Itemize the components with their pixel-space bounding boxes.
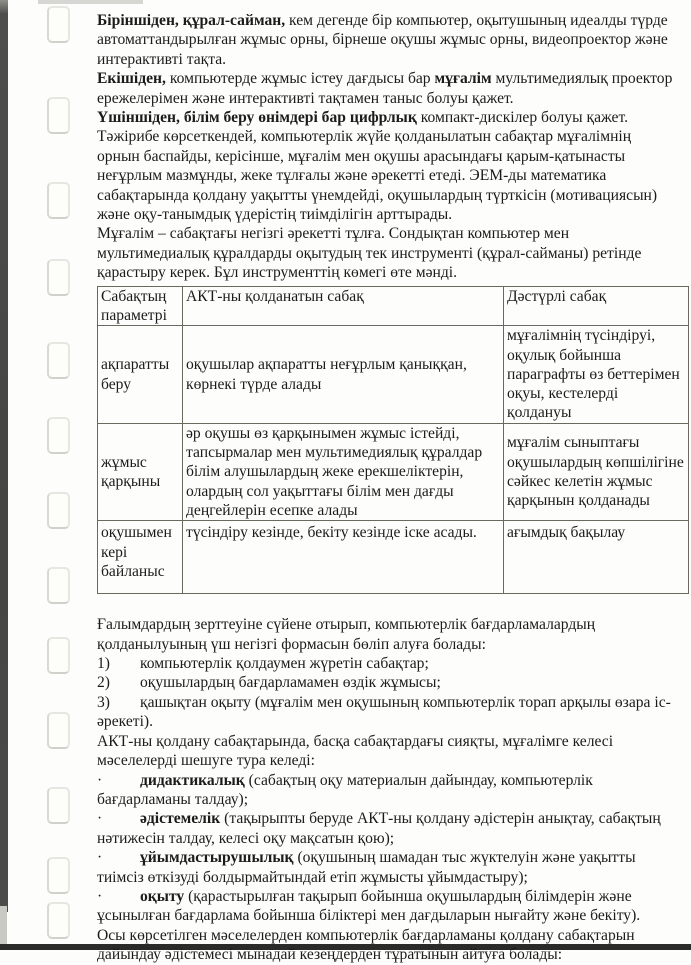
text-run: компьютерде жұмыс істеу дағдысы бар xyxy=(165,70,435,88)
paragraph xyxy=(97,926,677,965)
bold-text: дидактикалық xyxy=(140,771,245,789)
list-item xyxy=(97,887,677,926)
text-run: (тақырыпты беруде АКТ-ны қолдану әдістерін анықтау, сабақтың нәтижесін талдау, келесі оқу мақсатын қою); xyxy=(97,810,661,847)
table-row xyxy=(98,326,689,423)
table-header-cell: АКТ-ны қолданатын сабақ xyxy=(183,286,504,326)
margin-mark xyxy=(47,787,70,824)
list-item xyxy=(97,693,677,732)
list-item xyxy=(97,809,677,848)
margin-mark xyxy=(47,492,70,529)
list-marker: 3) xyxy=(97,693,110,711)
list-marker: · xyxy=(97,810,103,828)
table-cell: мұғалім сыныптағы оқушылардың көпшілігіне сәйкес келетін жұмыс қарқынын қолданады xyxy=(504,423,689,520)
paragraph-block-bottom xyxy=(97,615,677,964)
text-run: Ғалымдардың зерттеуіне сүйене отырып, компьютерлік бағдарламалардың қолданылуының үш негізгі формасын бөліп алуға болады: xyxy=(97,616,596,653)
table-cell: жұмыс қарқыны xyxy=(98,423,183,520)
text-run: оқушылардың бағдарламамен өздік жұмысы; xyxy=(140,674,441,692)
text-run: Мұғалім – сабақтағы негізгі әрекетті тұлға. Сондықтан компьютер мен мультимедиалық құралдарды оқытудың тек инструменті (құрал-сайманы) ретінде қарастыру керек. Бұл инструменттің көмегі өте мәнді. xyxy=(97,225,642,282)
list-item xyxy=(97,654,677,673)
bold-text: оқыту xyxy=(140,887,185,905)
table-header-cell: Дәстүрлі сабақ xyxy=(504,286,689,326)
list-item xyxy=(97,673,677,692)
bold-text: ұйымдастырушылық xyxy=(140,849,294,867)
text-run: мультимедиялық проектор ережелерімен және интерактивті тақтамен таныс болуы қажет. xyxy=(97,70,673,107)
text-run: АКТ-ны қолдану сабақтарында, басқа сабақтардағы сияқты, мұғалімге келесі мәселелерді шешуге тура келеді: xyxy=(97,732,614,770)
margin-mark xyxy=(47,6,70,43)
margin-mark xyxy=(47,342,70,379)
table-cell: ағымдық бақылау xyxy=(504,521,689,594)
comparison-table xyxy=(97,286,689,595)
bold-text: мұғалім xyxy=(434,70,492,88)
text-run: Осы көрсетілген мәселелерден компьютерлік бағдарламаны қолдану сабақтарын дайындау әдістемесі мынадай кезеңдерден тұратынын айтуға болады: xyxy=(97,926,635,964)
paragraph xyxy=(97,615,677,654)
margin-mark xyxy=(47,182,70,219)
text-run: Тәжірибе көрсеткендей, компьютерлік жүйе қолданылатын сабақтар мұғалімнің орнын баспайды, керісінше, мұғалім мен оқушы арасындағы қарым-қатынасты неғұрлым мазмұнды, жеке тұлғалы және әрекетті етеді. ЭЕМ-ды математика сабақтарында қолдану уақытты үнемдейді, оқушылардың түрткісін (мотивациясын) және оқу-танымдық үдерістің тиімділігін арттырады. xyxy=(97,128,658,224)
list-marker: 1) xyxy=(97,655,110,673)
list-item xyxy=(97,848,677,887)
scan-top-shadow xyxy=(38,0,143,4)
scan-edge-left xyxy=(0,0,8,912)
paragraph xyxy=(97,108,677,127)
text-run: қашықтан оқыту (мұғалім мен оқушының компьютерлік торап арқылы өзара іс-әрекеті). xyxy=(97,693,671,731)
table-cell: оқушылар ақпаратты неғұрлым қаныққан, көрнекі түрде алады xyxy=(183,326,504,423)
list-marker: 2) xyxy=(97,674,110,692)
list-marker: · xyxy=(97,887,103,905)
margin-mark xyxy=(47,417,70,454)
document-content xyxy=(97,11,684,965)
paragraph xyxy=(97,127,677,224)
table-cell: әр оқушы өз қарқынымен жұмыс істейді, тапсырмалар мен мультимедиялық құралдар білім алушылардың жеке ерекшеліктерін, олардың сол уақыттағы білім мен дағды деңгейлерін есепке алады xyxy=(183,423,504,520)
table-cell: оқушымен кері байланыс xyxy=(98,521,183,594)
list-marker: · xyxy=(97,771,103,789)
table-row xyxy=(98,521,689,594)
list-marker: · xyxy=(97,849,103,867)
margin-mark xyxy=(47,637,70,674)
bold-text: Екішіден, xyxy=(97,70,166,88)
margin-mark xyxy=(47,857,70,894)
text-run: (оқушының шамадан тыс жүктелуін және уақытты тиімсіз өткізуді болдырмайтындай етіп жұмысты ұйымдастыру); xyxy=(97,849,636,886)
text-run: (сабақтың оқу материалын дайындау, компьютерлік бағдарламаны талдау); xyxy=(97,771,593,808)
scan-edge-left-lower xyxy=(0,906,7,944)
table-cell: ақпаратты беру xyxy=(98,326,183,423)
paragraph xyxy=(97,11,677,69)
table-row xyxy=(98,423,689,520)
text-run: (қарастырылған тақырып бойынша оқушылардың білімдерін және ұсынылған бағдарлама бойынша біліктері мен дағдыларын нығайту және бекіту). xyxy=(97,887,641,925)
bold-text: Үшіншіден, білім беру өнімдері бар цифрлық xyxy=(97,109,417,127)
margin-mark xyxy=(47,712,70,749)
table-cell: мұғалімнің түсіндіруі, оқулық бойынша параграфты өз беттерімен оқуы, кестелерді қолдануы xyxy=(504,326,689,423)
table-header-row xyxy=(98,286,689,326)
paragraph-block-top xyxy=(97,11,677,283)
text-run: кем дегенде бір компьютер, оқытушының идеалды түрде автоматтандырылған жұмыс орны, бірнеше оқушы жұмыс орны, видеопроектор және интерактивті тақта. xyxy=(97,12,668,68)
text-run: компьютерлік қолдаумен жүретін сабақтар; xyxy=(140,655,429,673)
bold-text: әдістемелік xyxy=(140,810,221,828)
margin-mark xyxy=(47,902,70,939)
text-run: компакт-дискілер болуы қажет. xyxy=(416,109,629,127)
table-cell: түсіндіру кезінде, бекіту кезінде іске асады. xyxy=(183,521,504,594)
paragraph xyxy=(97,732,677,771)
margin-mark xyxy=(47,567,70,604)
list-item xyxy=(97,771,677,810)
margin-mark xyxy=(47,97,70,134)
margin-mark xyxy=(47,259,70,296)
paragraph xyxy=(97,224,677,282)
bold-text: Біріншіден, құрал-сайман, xyxy=(97,12,286,29)
table-header-cell: Сабақтың параметрі xyxy=(98,286,183,326)
paragraph xyxy=(97,69,677,108)
